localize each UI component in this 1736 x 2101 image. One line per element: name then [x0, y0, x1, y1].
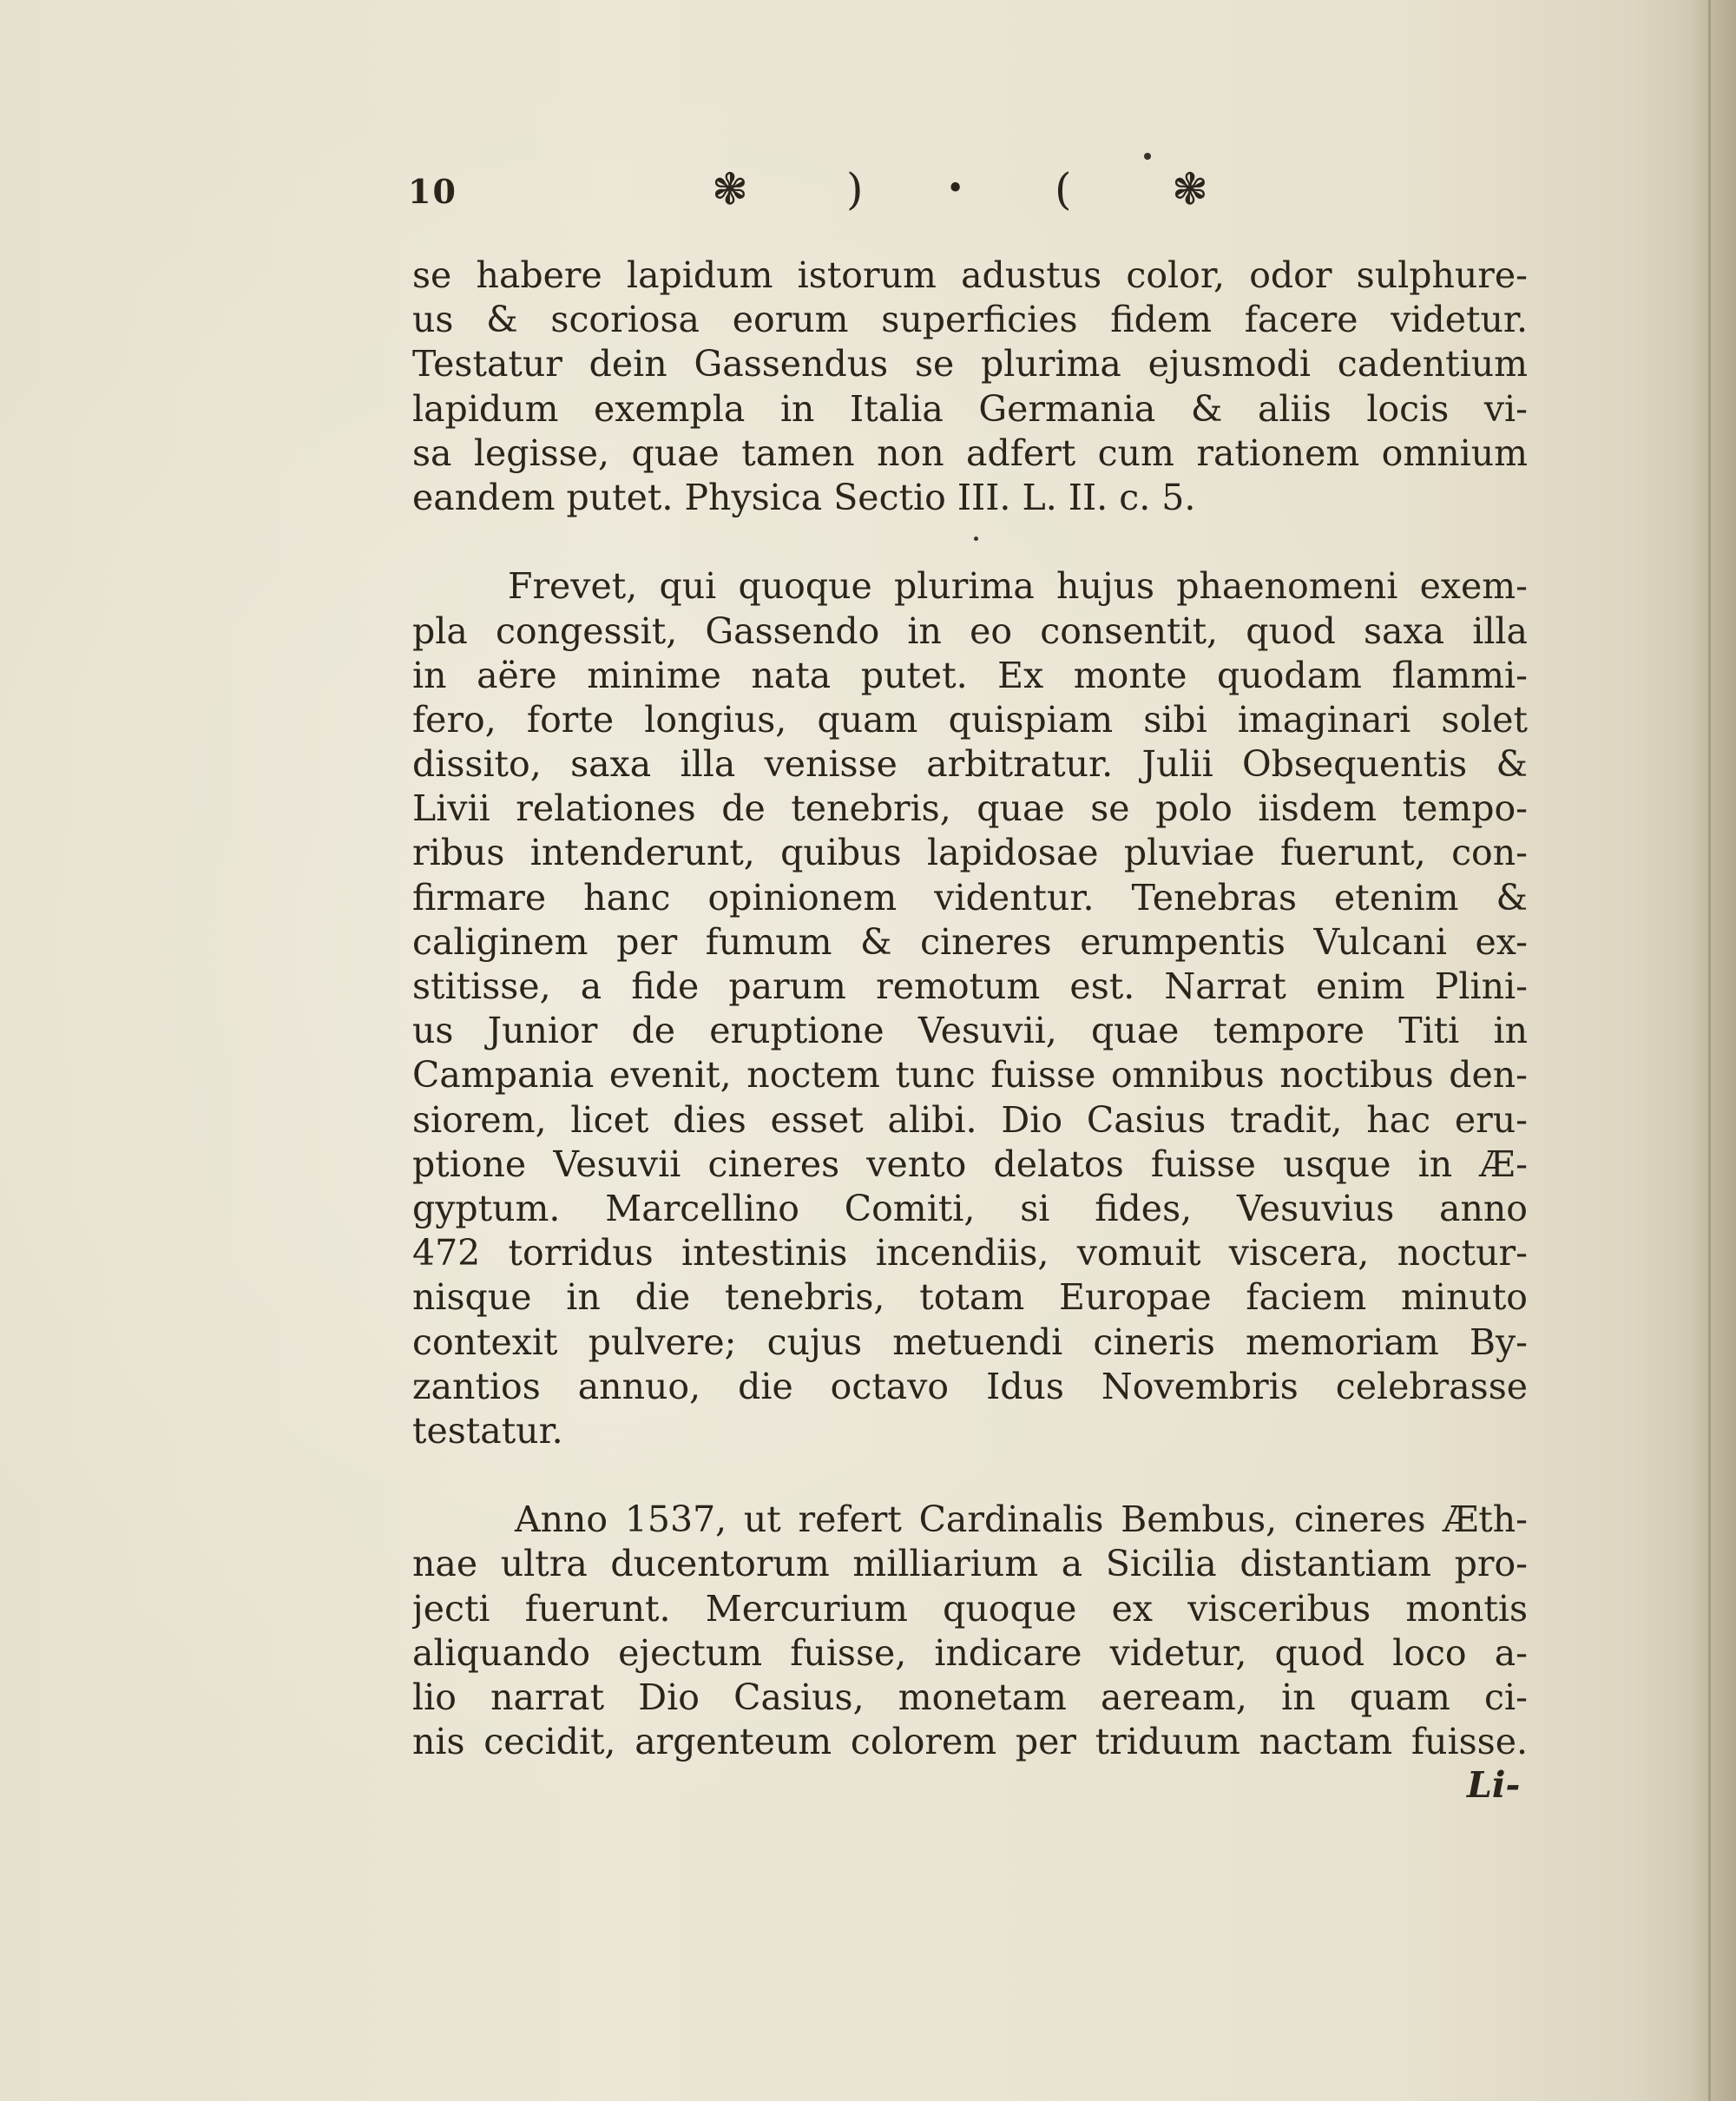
text-line: eandem putet. Physica Sectio III. L. II. c. 5.: [412, 476, 1196, 518]
text-line: se habere lapidum istorum adustus color, odor sulphure-: [412, 254, 1528, 296]
text-line: siorem, licet dies esset alibi. Dio Casius tradit, hac eru-: [412, 1098, 1528, 1141]
paragraph-2: [412, 564, 1528, 1453]
text-line: nisque in die tenebris, totam Europae faciem minuto: [412, 1276, 1528, 1319]
text-line: Anno 1537, ut refert Cardinalis Bembus, cineres Æth-: [515, 1498, 1528, 1541]
text-line: in aëre minime nata putet. Ex monte quodam flammi-: [412, 654, 1528, 696]
catchword: Li-: [1467, 1764, 1521, 1806]
paragraph-1: [412, 254, 1528, 520]
paragraph-gap: [412, 1453, 1528, 1498]
ink-speck: [1144, 153, 1151, 160]
text-line: us & scoriosa eorum superficies fidem facere videtur.: [412, 299, 1528, 341]
text-line: lapidum exempla in Italia Germania & aliis locis vi-: [412, 387, 1528, 430]
text-line: ptione Vesuvii cineres vento delatos fuisse usque in Æ-: [412, 1143, 1528, 1185]
flower-ornament-icon: ❃: [1172, 164, 1208, 214]
ink-speck: [974, 537, 978, 541]
right-parenthesis-ornament: ): [846, 164, 864, 214]
text-line: 472 torridus intestinis incendiis, vomuit viscera, noctur-: [412, 1232, 1528, 1274]
text-line: aliquando ejectum fuisse, indicare videtur, quod loco a-: [412, 1631, 1528, 1674]
text-line: nae ultra ducentorum milliarium a Sicilia distantiam pro-: [412, 1543, 1528, 1585]
text-line: fero, forte longius, quam quispiam sibi imaginari solet: [412, 698, 1528, 741]
text-line: pla congessit, Gassendo in eo consentit, quod saxa illa: [412, 609, 1528, 652]
text-line: gyptum. Marcellino Comiti, si fides, Vesuvius anno: [412, 1187, 1528, 1229]
text-line: caliginem per fumum & cineres erumpentis Vulcani ex-: [412, 920, 1528, 963]
text-line: us Junior de eruptione Vesuvii, quae tempore Titi in: [412, 1010, 1528, 1052]
text-line: Frevet, qui quoque plurima hujus phaenomeni exem-: [508, 565, 1528, 608]
text-line: jecti fuerunt. Mercurium quoque ex visceribus montis: [412, 1587, 1528, 1630]
text-line: sa legisse, quae tamen non adfert cum rationem omnium: [412, 431, 1528, 474]
text-line: Campania evenit, noctem tunc fuisse omnibus noctibus den-: [412, 1054, 1528, 1097]
text-line: stitisse, a fide parum remotum est. Narrat enim Plini-: [412, 965, 1528, 1007]
paragraph-gap: [412, 520, 1528, 564]
text-line: ribus intenderunt, quibus lapidosae pluviae fuerunt, con-: [412, 832, 1528, 874]
text-line: Testatur dein Gassendus se plurima ejusmodi cadentium: [412, 343, 1528, 385]
text-line: contexit pulvere; cujus metuendi cineris memoriam By-: [412, 1321, 1528, 1363]
page-edge-line: [1708, 0, 1711, 2101]
text-line: dissito, saxa illa venisse arbitratur. Julii Obsequentis &: [412, 743, 1528, 786]
text-line: zantios annuo, die octavo Idus Novembris celebrasse: [412, 1365, 1528, 1407]
left-parenthesis-ornament: (: [1055, 164, 1072, 214]
text-line: Livii relationes de tenebris, quae se polo iisdem tempo-: [412, 787, 1528, 830]
body-text: [412, 254, 1528, 1764]
bullet-ornament: •: [946, 171, 965, 207]
paragraph-3: [412, 1498, 1528, 1764]
text-line: nis cecidit, argenteum colorem per triduum nactam fuisse.: [412, 1721, 1528, 1763]
text-line: firmare hanc opinionem videntur. Tenebras etenim &: [412, 876, 1528, 919]
text-line: testatur.: [412, 1409, 563, 1452]
page-number: 10: [408, 172, 457, 211]
page-gutter-shadow: [1688, 0, 1736, 2101]
running-header: [408, 163, 1276, 224]
text-line: lio narrat Dio Casius, monetam aeream, in quam ci-: [412, 1676, 1528, 1718]
flower-ornament-icon: ❃: [712, 164, 748, 214]
